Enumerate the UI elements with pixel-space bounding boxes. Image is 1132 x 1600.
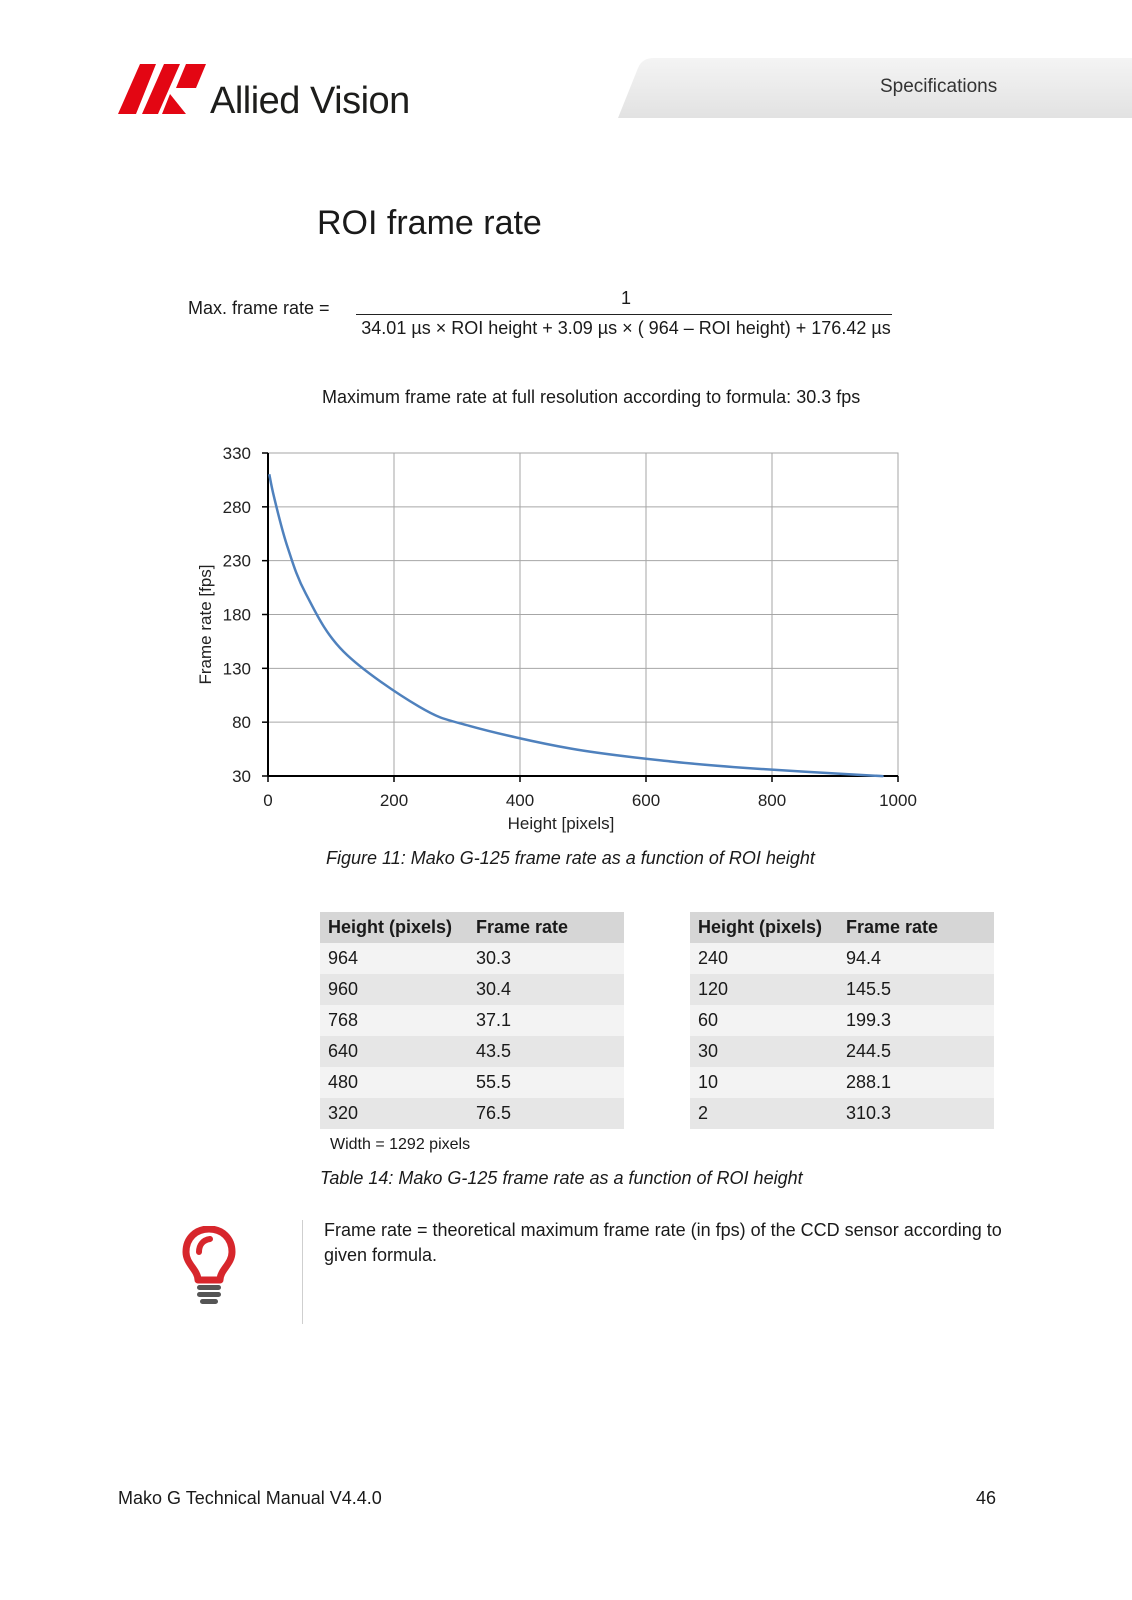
frame-rate-cell: 37.1 — [468, 1005, 624, 1036]
x-tick-label: 800 — [757, 791, 787, 810]
frame-rate-cell: 55.5 — [468, 1067, 624, 1098]
x-tick-label: 400 — [505, 791, 535, 810]
table-row — [320, 1005, 624, 1036]
table-row — [320, 1036, 624, 1067]
formula-numerator: 1 — [620, 288, 631, 308]
height-cell: 964 — [320, 943, 468, 974]
frame-rate-cell: 30.4 — [468, 974, 624, 1005]
frame-rate-cell: 244.5 — [838, 1036, 994, 1067]
y-tick-label: 180 — [222, 605, 251, 625]
note-divider — [302, 1220, 303, 1324]
frame-rate-cell: 76.5 — [468, 1098, 624, 1129]
height-cell: 480 — [320, 1067, 468, 1098]
y-axis-label: Frame rate [fps] — [196, 564, 215, 685]
frame-rate-cell: 43.5 — [468, 1036, 624, 1067]
x-tick-label: 600 — [631, 791, 661, 810]
table-row — [690, 1067, 994, 1098]
table-row — [320, 943, 624, 974]
frame-rate-cell: 145.5 — [838, 974, 994, 1005]
max-frame-rate-note: Maximum frame rate at full resolution according to formula: 30.3 fps — [322, 387, 861, 407]
frame-rate-cell: 30.3 — [468, 943, 624, 974]
page-title: ROI frame rate — [317, 204, 542, 242]
y-tick-label: 280 — [222, 497, 251, 517]
header-tab-shape — [618, 58, 1132, 118]
y-tick-label: 130 — [222, 659, 251, 679]
height-cell: 10 — [690, 1067, 838, 1098]
frame-rate-table-right — [690, 912, 994, 1129]
height-cell: 120 — [690, 974, 838, 1005]
y-tick-label: 80 — [232, 713, 251, 733]
height-cell: 640 — [320, 1036, 468, 1067]
column-header-height: Height (pixels) — [690, 912, 838, 943]
height-cell: 60 — [690, 1005, 838, 1036]
brand-name: Allied Vision — [210, 80, 410, 122]
formula-fraction-line — [356, 314, 892, 315]
table-row — [690, 974, 994, 1005]
y-tick-label: 330 — [222, 444, 251, 463]
height-cell: 960 — [320, 974, 468, 1005]
footer-page-number: 46 — [975, 1488, 996, 1508]
frame-rate-cell: 94.4 — [838, 943, 994, 974]
table-caption: Table 14: Mako G-125 frame rate as a function of ROI height — [320, 1168, 803, 1188]
width-note: Width = 1292 pixels — [330, 1136, 471, 1153]
frame-rate-table-left — [320, 912, 624, 1129]
x-tick-label: 200 — [379, 791, 409, 810]
frame-rate-cell: 288.1 — [838, 1067, 994, 1098]
frame-rate-cell: 199.3 — [838, 1005, 994, 1036]
x-axis-label: Height [pixels] — [507, 814, 615, 833]
section-label: Specifications — [880, 76, 998, 97]
column-header-height: Height (pixels) — [320, 912, 468, 943]
height-cell: 2 — [690, 1098, 838, 1129]
x-tick-label: 0 — [263, 791, 273, 810]
table-row — [690, 1036, 994, 1067]
formula-label: Max. frame rate = — [188, 298, 330, 318]
height-cell: 30 — [690, 1036, 838, 1067]
footer-manual-title: Mako G Technical Manual V4.4.0 — [118, 1488, 382, 1508]
table-row — [320, 974, 624, 1005]
figure-caption: Figure 11: Mako G-125 frame rate as a function of ROI height — [326, 848, 815, 868]
frame-rate-cell: 310.3 — [838, 1098, 994, 1129]
x-tick-label: 1000 — [879, 791, 917, 810]
table-row — [320, 1098, 624, 1129]
column-header-frame-rate: Frame rate — [468, 912, 624, 943]
table-row — [690, 1098, 994, 1129]
note-text: Frame rate = theoretical maximum frame rate (in fps) of the CCD sensor according to given formula. — [324, 1220, 1002, 1265]
lightbulb-icon — [182, 1226, 236, 1306]
y-tick-label: 30 — [232, 767, 251, 786]
frame-rate-chart — [190, 440, 930, 840]
table-row — [320, 1067, 624, 1098]
table-row — [690, 943, 994, 974]
formula-denominator: 34.01 µs × ROI height + 3.09 µs × ( 964 – ROI height) + 176.42 µs — [361, 318, 891, 338]
height-cell: 320 — [320, 1098, 468, 1129]
column-header-frame-rate: Frame rate — [838, 912, 994, 943]
table-row — [690, 1005, 994, 1036]
height-cell: 240 — [690, 943, 838, 974]
y-tick-label: 230 — [222, 551, 251, 571]
height-cell: 768 — [320, 1005, 468, 1036]
